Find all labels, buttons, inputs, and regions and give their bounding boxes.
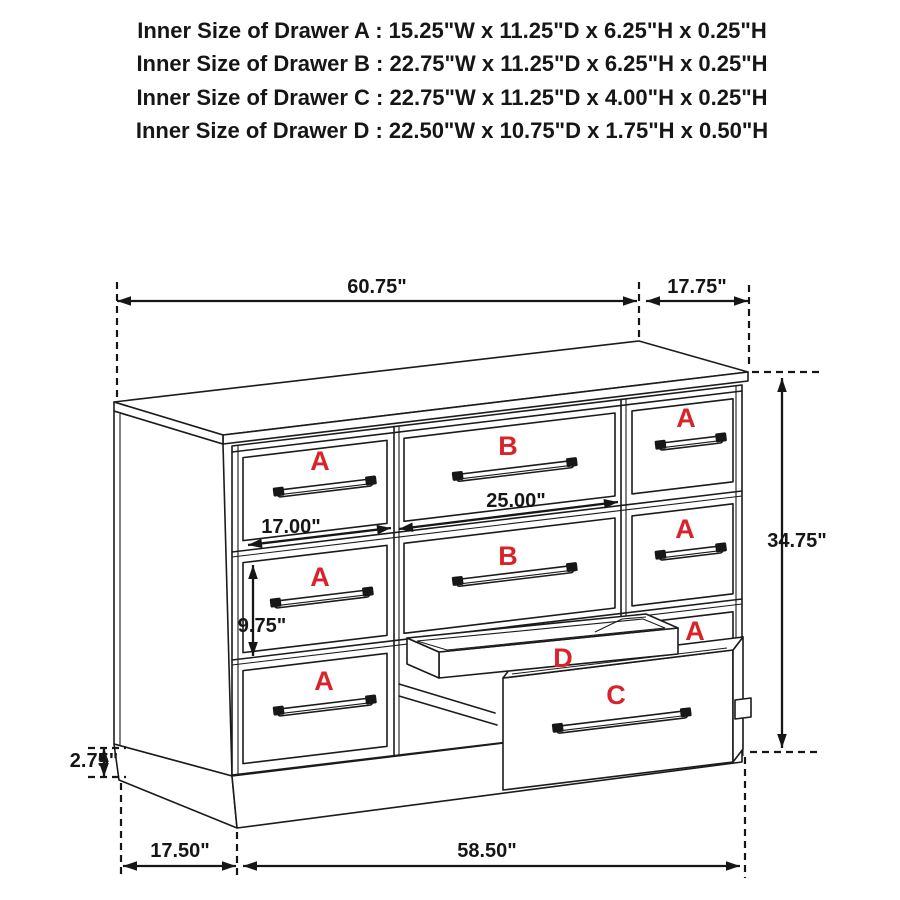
handle-part: [654, 440, 666, 450]
handle-part: [566, 562, 578, 572]
drawer-letter-center-top: B: [498, 431, 518, 461]
dimension-base_side_depth: [123, 840, 236, 871]
handle-part: [365, 475, 377, 485]
handle-part: [273, 486, 285, 496]
dimension-top_width: [117, 276, 637, 306]
arrowhead: [243, 861, 257, 871]
dimension-base_height: [70, 748, 118, 777]
spec-header-line-4: Inner Size of Drawer D : 22.50"W x 10.75"D x 1.75"H x 0.50"H: [135, 118, 769, 143]
dim-label-top_depth: 17.75": [667, 276, 727, 298]
drawer-letter-left-bottom: A: [314, 666, 334, 696]
left-side-panel: [114, 411, 232, 776]
dim-label-center_drawer_width: 25.00": [486, 490, 546, 512]
arrowhead: [734, 296, 748, 306]
dim-label-base_height: 2.75": [69, 750, 119, 772]
drawer-letter-pullout-drawer: C: [606, 680, 626, 710]
handle-part: [566, 457, 578, 467]
handle-part: [452, 471, 464, 481]
arrowhead: [777, 378, 787, 392]
spec-header: [136, 18, 768, 143]
drawer-letter-right-bottom: A: [685, 616, 705, 646]
spec-header-line-2: Inner Size of Drawer B : 22.75"W x 11.25"D x 6.25"H x 0.25"H: [136, 51, 768, 76]
handle-part: [680, 707, 692, 717]
arrowhead: [777, 734, 787, 748]
handle-part: [362, 586, 374, 596]
dresser-line-art: [70, 276, 827, 878]
dimension-base_front_width: [243, 840, 740, 871]
handle-part: [654, 550, 666, 560]
dim-label-base_front_width: 58.50": [457, 840, 517, 862]
dimension-overall_height: [767, 378, 827, 748]
dim-label-base_side_depth: 17.50": [150, 840, 210, 862]
drawer-letter-center-middle: B: [498, 541, 518, 571]
dim-label-overall_height: 34.75": [767, 530, 827, 552]
arrowhead: [123, 861, 137, 871]
handle-part: [273, 705, 285, 715]
drawer-letter-right-top: A: [676, 403, 696, 433]
dim-label-top_width: 60.75": [347, 276, 407, 298]
dimension-top_depth: [646, 276, 748, 306]
handle-part: [270, 597, 282, 607]
dim-label-left_drawer_width: 17.00": [261, 516, 321, 538]
arrowhead: [726, 861, 740, 871]
arrowhead: [222, 861, 236, 871]
handle-part: [365, 694, 377, 704]
dim-label-drawer_section_height: 9.75": [237, 615, 287, 637]
arrowhead: [623, 296, 637, 306]
handle-part: [452, 576, 464, 586]
drawer-letter-pullout-tray: D: [553, 643, 573, 673]
drawer-letter-left-middle: A: [310, 562, 330, 592]
handle-part: [715, 542, 727, 552]
arrowhead: [117, 296, 131, 306]
spec-header-line-3: Inner Size of Drawer C : 22.75"W x 11.25"D x 4.00"H x 0.25"H: [136, 85, 768, 110]
handle-part: [552, 723, 564, 733]
handle-part: [715, 432, 727, 442]
spec-header-line-1: Inner Size of Drawer A : 15.25"W x 11.25"D x 6.25"H x 0.25"H: [137, 18, 767, 43]
arrowhead: [646, 296, 660, 306]
drawer-letter-left-top: A: [310, 446, 330, 476]
right-foot-bracket: [735, 698, 751, 719]
drawer-letter-right-middle: A: [675, 514, 695, 544]
